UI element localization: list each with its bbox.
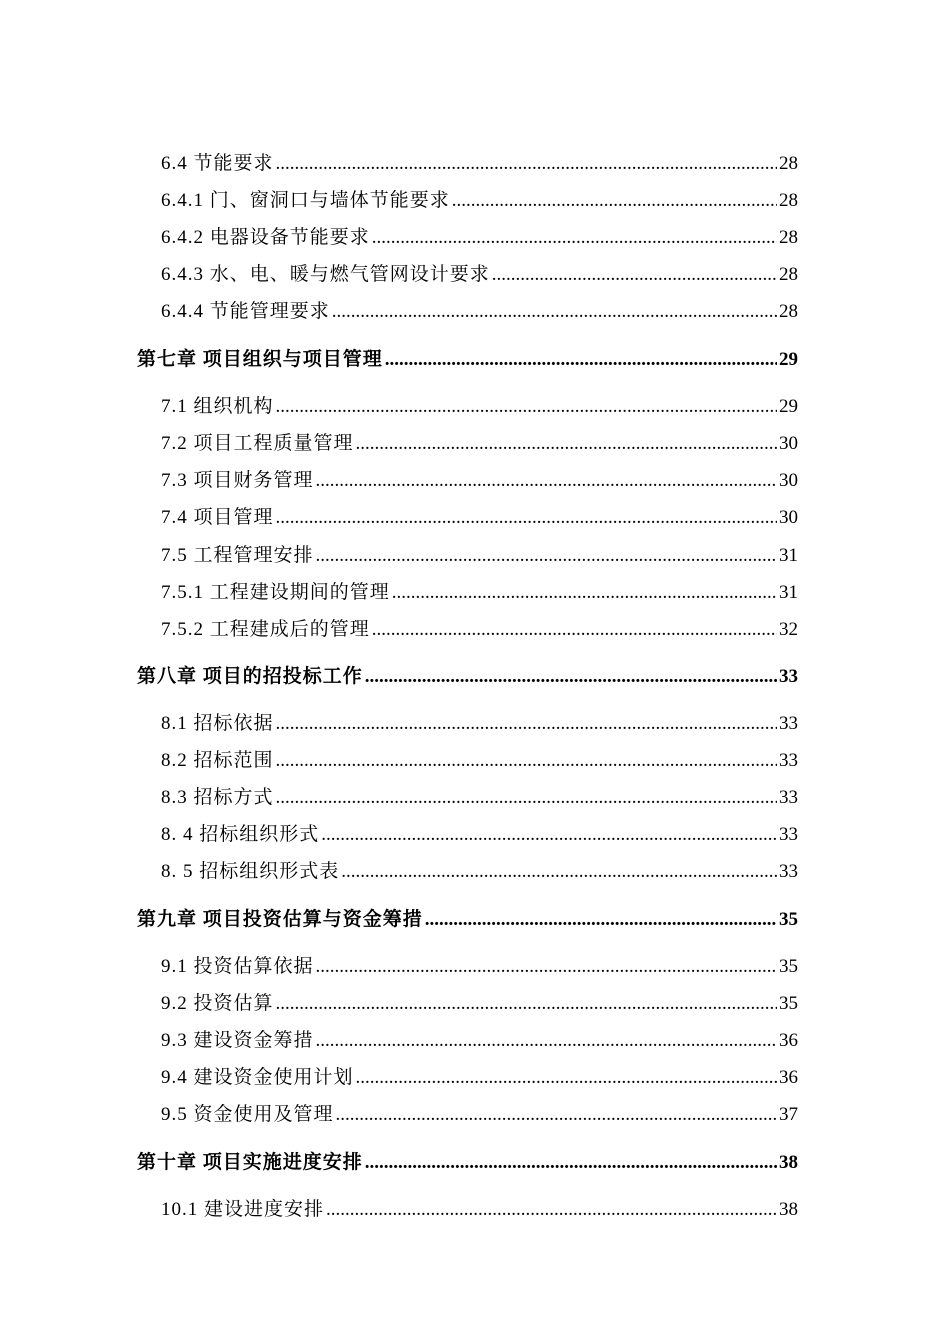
toc-entry[interactable]: [161, 428, 798, 455]
toc-entry[interactable]: [161, 259, 798, 286]
toc-entry-page: 33: [779, 861, 798, 882]
dot-leader: [276, 750, 777, 772]
toc-entry-title: 9.2 投资估算: [161, 993, 274, 1014]
toc-entry-title: 6.4.1 门、窗洞口与墙体节能要求: [161, 190, 450, 211]
toc-entry-page: 33: [779, 666, 798, 687]
toc-entry-page: 36: [779, 1030, 798, 1051]
toc-entry[interactable]: [161, 614, 798, 641]
toc-entry-title: 8. 4 招标组织形式: [161, 824, 320, 845]
toc-entry-title: 8.1 招标依据: [161, 713, 274, 734]
toc-entry-page: 33: [779, 713, 798, 734]
toc-entry[interactable]: [161, 1062, 798, 1089]
dot-leader: [372, 227, 777, 249]
toc-entry-title: 6.4.4 节能管理要求: [161, 301, 330, 322]
toc-entry-page: 35: [779, 993, 798, 1014]
toc-entry-page: 28: [779, 153, 798, 174]
toc-entry-title: 6.4.2 电器设备节能要求: [161, 227, 370, 248]
toc-entry[interactable]: [161, 1025, 798, 1052]
toc-entry[interactable]: [161, 782, 798, 809]
toc-entry-page: 28: [779, 190, 798, 211]
toc-entry[interactable]: [161, 540, 798, 567]
toc-chapter-title: 第十章 项目实施进度安排: [137, 1152, 363, 1173]
toc-entry-page: 28: [779, 227, 798, 248]
toc-entry-page: 37: [779, 1104, 798, 1125]
toc-entry-title: 7.1 组织机构: [161, 396, 274, 417]
toc-entry[interactable]: [161, 222, 798, 249]
toc-entry-page: 30: [779, 433, 798, 454]
dot-leader: [385, 349, 777, 371]
toc-entry-title: 9.4 建设资金使用计划: [161, 1067, 354, 1088]
toc-entry-page: 33: [779, 750, 798, 771]
toc-entry[interactable]: [161, 951, 798, 978]
toc-entry-title: 8.3 招标方式: [161, 787, 274, 808]
toc-entry[interactable]: [161, 577, 798, 604]
dot-leader: [276, 713, 777, 735]
toc-entry-title: 7.2 项目工程质量管理: [161, 433, 354, 454]
toc-entry-title: 9.3 建设资金筹措: [161, 1030, 314, 1051]
toc-entry-page: 33: [779, 787, 798, 808]
dot-leader: [336, 1104, 777, 1126]
toc-chapter-title: 第八章 项目的招投标工作: [137, 666, 363, 687]
dot-leader: [316, 545, 777, 567]
toc-entry[interactable]: [161, 296, 798, 323]
toc-entry[interactable]: [161, 988, 798, 1015]
dot-leader: [492, 264, 777, 286]
dot-leader: [356, 1067, 777, 1089]
toc-entry-title: 7.5.2 工程建成后的管理: [161, 619, 370, 640]
toc-entry[interactable]: [161, 465, 798, 492]
toc-entry-page: 28: [779, 264, 798, 285]
toc-entry-title: 6.4.3 水、电、暖与燃气管网设计要求: [161, 264, 490, 285]
toc-entry[interactable]: [161, 1194, 798, 1221]
dot-leader: [276, 396, 777, 418]
dot-leader: [316, 470, 777, 492]
dot-leader: [276, 507, 777, 529]
dot-leader: [276, 993, 777, 1015]
toc-entry-title: 7.4 项目管理: [161, 507, 274, 528]
toc-entry[interactable]: [161, 502, 798, 529]
toc-entry[interactable]: [161, 148, 798, 175]
toc-entry-title: 7.5 工程管理安排: [161, 545, 314, 566]
dot-leader: [425, 909, 777, 931]
dot-leader: [276, 787, 777, 809]
dot-leader: [356, 433, 777, 455]
toc-entry-title: 8.2 招标范围: [161, 750, 274, 771]
toc-entry-page: 30: [779, 507, 798, 528]
toc-entry-page: 35: [779, 956, 798, 977]
toc-entry-page: 38: [779, 1152, 798, 1173]
toc-entry-page: 32: [779, 619, 798, 640]
toc-entry[interactable]: [161, 708, 798, 735]
dot-leader: [452, 190, 777, 212]
dot-leader: [365, 666, 777, 688]
toc-entry-title: 7.5.1 工程建设期间的管理: [161, 582, 390, 603]
dot-leader: [276, 153, 777, 175]
toc-entry-title: 9.5 资金使用及管理: [161, 1104, 334, 1125]
toc-chapter-entry[interactable]: [137, 904, 798, 931]
toc-entry-page: 30: [779, 470, 798, 491]
dot-leader: [316, 1030, 777, 1052]
toc-chapter-title: 第九章 项目投资估算与资金筹措: [137, 909, 423, 930]
toc-chapter-entry[interactable]: [137, 344, 798, 371]
dot-leader: [365, 1152, 777, 1174]
toc-entry[interactable]: [161, 745, 798, 772]
toc-entry-page: 31: [779, 582, 798, 603]
dot-leader: [332, 301, 777, 323]
toc-entry-title: 6.4 节能要求: [161, 153, 274, 174]
toc-entry-page: 33: [779, 824, 798, 845]
toc-entry-title: 10.1 建设进度安排: [161, 1199, 325, 1220]
toc-entry[interactable]: [161, 856, 798, 883]
toc-entry-title: 9.1 投资估算依据: [161, 956, 314, 977]
toc-entry-page: 29: [779, 396, 798, 417]
dot-leader: [372, 619, 777, 641]
dot-leader: [326, 1199, 777, 1221]
dot-leader: [392, 582, 777, 604]
toc-entry-page: 36: [779, 1067, 798, 1088]
toc-entry[interactable]: [161, 185, 798, 212]
toc-chapter-entry[interactable]: [137, 1147, 798, 1174]
toc-entry-title: 8. 5 招标组织形式表: [161, 861, 340, 882]
dot-leader: [321, 824, 777, 846]
toc-entry-page: 29: [779, 349, 798, 370]
toc-chapter-entry[interactable]: [137, 661, 798, 688]
toc-chapter-title: 第七章 项目组织与项目管理: [137, 349, 383, 370]
dot-leader: [341, 861, 777, 883]
toc-entry-page: 38: [779, 1199, 798, 1220]
toc-entry-page: 35: [779, 909, 798, 930]
toc-entry[interactable]: [161, 391, 798, 418]
dot-leader: [316, 956, 777, 978]
toc-entry[interactable]: [161, 1099, 798, 1126]
toc-entry-page: 31: [779, 545, 798, 566]
toc-entry[interactable]: [161, 819, 798, 846]
toc-entry-page: 28: [779, 301, 798, 322]
toc-entry-title: 7.3 项目财务管理: [161, 470, 314, 491]
